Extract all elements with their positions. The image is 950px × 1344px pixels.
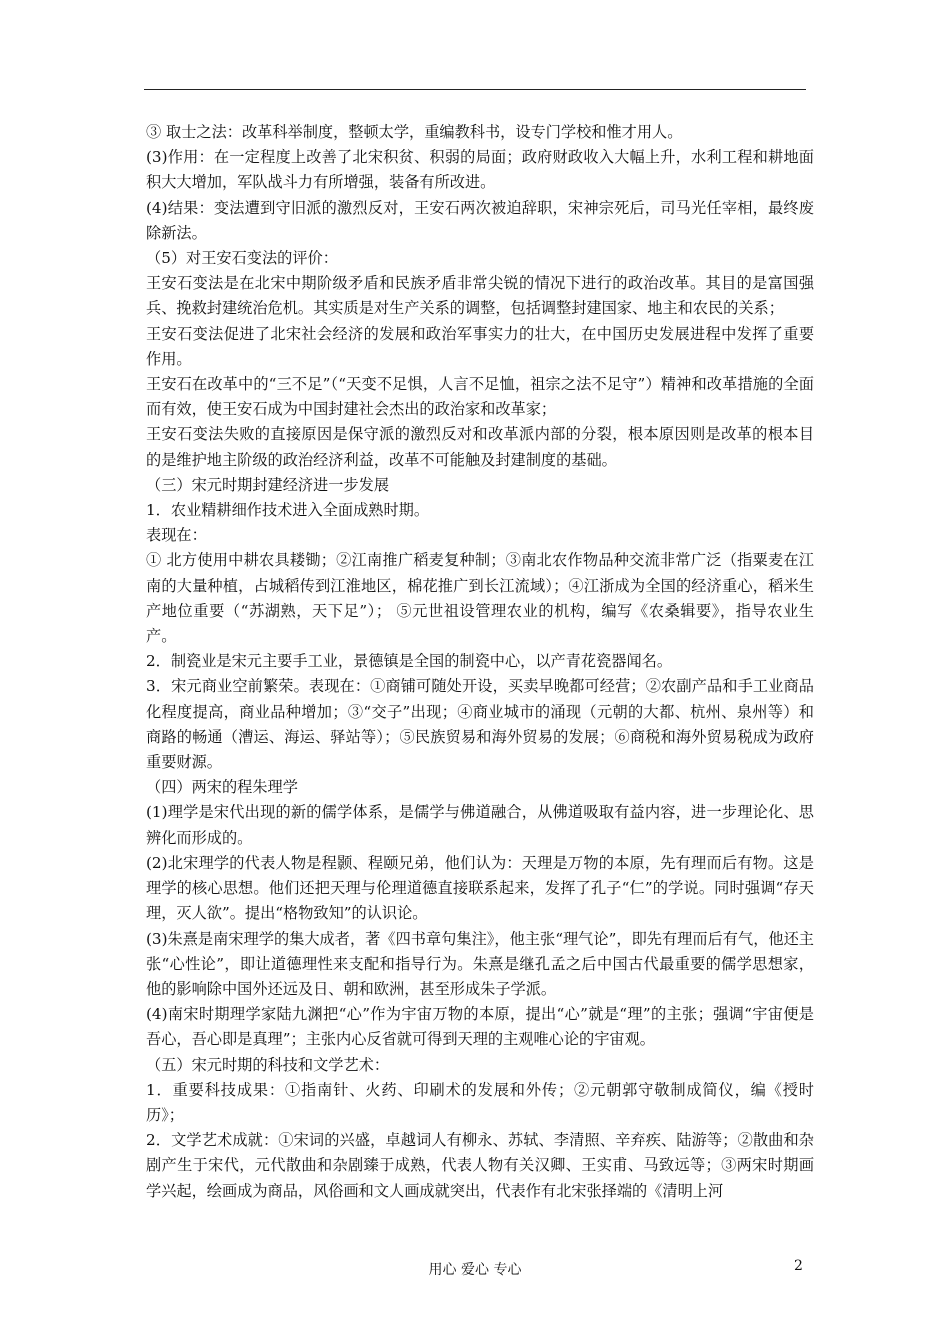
paragraph: 2．文学艺术成就：①宋词的兴盛，卓越词人有柳永、苏轼、李清照、辛弃疾、陆游等；②散曲和杂剧产生于宋代，元代散曲和杂剧臻于成熟，代表人物有关汉卿、王实甫、马致远等；③两宋时期画学兴起，绘画成为商品，风俗画和文人画成就突出，代表作有北宋张择端的《清明上河: [146, 1131, 814, 1200]
paragraph: 2．制瓷业是宋元主要手工业，景德镇是全国的制瓷中心，以产青花瓷器闻名。: [146, 652, 673, 671]
section-heading: （四）两宋的程朱理学: [146, 778, 298, 797]
paragraph: 3．宋元商业空前繁荣。表现在：①商铺可随处开设，买卖早晚都可经营；②农副产品和手工业商品化程度提高，商业品种增加；③“交子”出现；④商业城市的涌现（元朝的大都、杭州、泉州等）和商路的畅通（漕运、海运、驿站等）；⑤民族贸易和海外贸易的发展；⑥商税和海外贸易税成为政府重要财源。: [146, 677, 814, 772]
paragraph: 表现在：: [146, 526, 207, 545]
paragraph: 王安石变法促进了北宋社会经济的发展和政治军事实力的壮大，在中国历史发展进程中发挥了重要作用。: [146, 324, 814, 368]
paragraph: (3)作用：在一定程度上改善了北宋积贫、积弱的局面；政府财政收入大幅上升，水利工程和耕地面积大大增加，军队战斗力有所增强，装备有所改进。: [146, 148, 814, 192]
paragraph: ③ 取士之法：改革科举制度，整顿太学，重编教科书，设专门学校和惟才用人。: [146, 123, 683, 141]
page-number: 2: [794, 1258, 803, 1274]
paragraph: 王安石在改革中的“三不足”（“天变不足惧，人言不足恤，祖宗之法不足守”）精神和改革措施的全面而有效，使王安石成为中国封建社会杰出的政治家和改革家；: [146, 375, 814, 419]
section-heading: （三）宋元时期封建经济进一步发展: [146, 475, 389, 494]
document-body: [146, 120, 814, 1204]
paragraph: 王安石变法失败的直接原因是保守派的激烈反对和改革派内部的分裂，根本原因则是改革的根本目的是维护地主阶级的政治经济利益，改革不可能触及封建制度的基础。: [146, 425, 814, 469]
section-heading: （5）对王安石变法的评价：: [146, 249, 338, 268]
paragraph: 1．农业精耕细作技术进入全面成熟时期。: [146, 501, 430, 520]
paragraph: ① 北方使用中耕农具耧锄；②江南推广稻麦复种制；③南北农作物品种交流非常广泛（指粟麦在江南的大量种植，占城稻传到江淮地区，棉花推广到长江流域）；④江浙成为全国的经济重心，稻米生产地位重要（“苏湖熟，天下足”）； ⑤元世祖设管理农业的机构，编写《农桑辑要》，指导农业生产。: [146, 551, 814, 646]
paragraph: (1)理学是宋代出现的新的儒学体系，是儒学与佛道融合，从佛道吸取有益内容，进一步理论化、思辨化而形成的。: [146, 803, 814, 847]
paragraph: (3)朱熹是南宋理学的集大成者，著《四书章句集注》，他主张“理气论”，即先有理而后有气，他还主张“心性论”，即让道德理性来支配和指导行为。朱熹是继孔孟之后中国古代最重要的儒学思想家，他的影响除中国外还远及日、朝和欧洲，甚至形成朱子学派。: [146, 929, 814, 998]
paragraph: 王安石变法是在北宋中期阶级矛盾和民族矛盾非常尖锐的情况下进行的政治改革。其目的是富国强兵、挽救封建统治危机。其实质是对生产关系的调整，包括调整封建国家、地主和农民的关系；: [146, 274, 814, 318]
paragraph: (4)南宋时期理学家陆九渊把“心”作为宇宙万物的本原，提出“心”就是“理”的主张；强调“宇宙便是吾心，吾心即是真理”；主张内心反省就可得到天理的主观唯心论的宇宙观。: [146, 1005, 814, 1049]
footer-text: 用心 爱心 专心: [428, 1262, 522, 1278]
paragraph: (4)结果：变法遭到守旧派的激烈反对，王安石两次被迫辞职，宋神宗死后，司马光任宰相，最终废除新法。: [146, 198, 814, 242]
paragraph: (2)北宋理学的代表人物是程颢、程颐兄弟，他们认为：天理是万物的本原，先有理而后有物。这是理学的核心思想。他们还把天理与伦理道德直接联系起来，发挥了孔子“仁”的学说。同时强调“存天理，灭人欲”。提出“格物致知”的认识论。: [146, 853, 814, 923]
header-rule: [144, 89, 806, 90]
section-heading: （五）宋元时期的科技和文学艺术：: [146, 1055, 389, 1074]
paragraph: 1．重要科技成果：①指南针、火药、印刷术的发展和外传；②元朝郭守敬制成简仪，编《授时历》；: [146, 1080, 814, 1124]
